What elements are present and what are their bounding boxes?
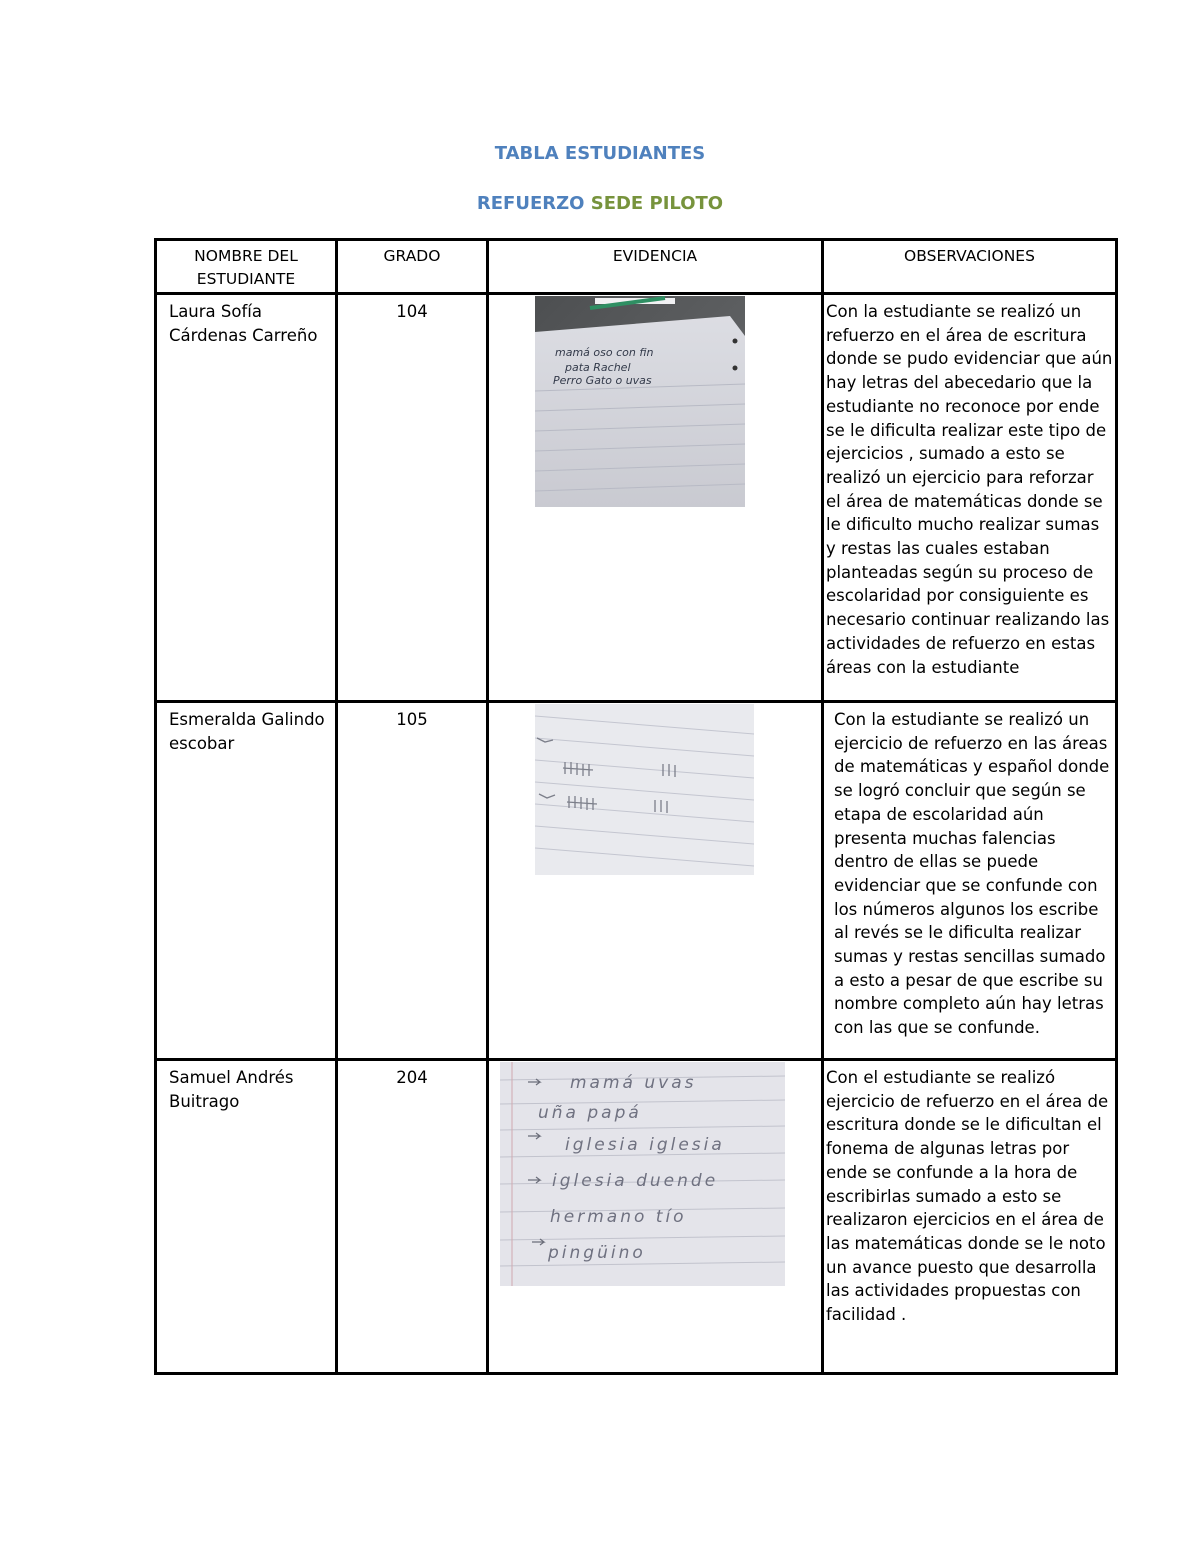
document-subtitle <box>0 193 1200 214</box>
students-table <box>154 238 1118 1375</box>
student-name: Laura Sofía Cárdenas Carreño <box>156 294 337 702</box>
observation-text: Con la estudiante se realizó un refuerzo en el área de escritura donde se pudo evidenciar que aún hay letras del abecedario que la estudiante no reconoce por ende se le dificulta realizar este tipo de ejercicios , sumado a esto se realizó un ejercicio para reforzar el área de matemáticas donde se le dificulto mucho realizar sumas y restas las cuales estaban planteadas según su proceso de escolaridad por consiguiente es necesario continuar realizando las actividades de refuerzo en estas áreas con la estudiante <box>823 294 1117 702</box>
table-row <box>156 1060 1117 1374</box>
document-title: TABLA ESTUDIANTES <box>494 143 706 164</box>
student-grade: 105 <box>337 702 488 1060</box>
table-row <box>156 294 1117 702</box>
handwriting-line: mamá oso con fin <box>555 346 654 359</box>
subtitle-refuerzo: REFUERZO <box>476 193 585 214</box>
student-name: Samuel Andrés Buitrago <box>156 1060 337 1374</box>
evidence-cell <box>488 1060 823 1374</box>
handwriting-line: iglesia duende <box>552 1171 719 1191</box>
handwriting-line: mamá uvas <box>570 1073 697 1093</box>
header-observations: OBSERVACIONES <box>823 240 1117 294</box>
handwriting-line: hermano tío <box>550 1207 687 1227</box>
student-name: Esmeralda Galindo escobar <box>156 702 337 1060</box>
observation-text: Con el estudiante se realizó ejercicio de refuerzo en el área de escritura donde se le dificultan el fonema de algunas letras por ende se confunde a la hora de escribirlas sumado a esto se realizaron ejercicios en el área de las matemáticas donde se le noto un avance puesto que desarrolla las actividades propuestas con facilidad . <box>823 1060 1117 1374</box>
observation-text: Con la estudiante se realizó un ejercicio de refuerzo en las áreas de matemáticas y español donde se logró concluir que según se etapa de escolaridad aún presenta muchas falencias dentro de ellas se puede evidenciar que se confunde con los números algunos los escribe al revés se le dificulta realizar sumas y restas sencillas sumado a esto a pesar de que escribe su nombre completo aún hay letras con las que se confunde. <box>823 702 1117 1060</box>
evidence-photo <box>535 704 754 875</box>
handwriting-line: pingüino <box>548 1243 646 1263</box>
evidence-photo <box>535 296 745 507</box>
handwriting-line: uña papá <box>538 1103 642 1123</box>
handwriting-line: Perro Gato o uvas <box>553 374 652 387</box>
table-row <box>156 702 1117 1060</box>
handwriting-line: iglesia iglesia <box>565 1135 725 1155</box>
student-grade: 104 <box>337 294 488 702</box>
table-header-row <box>156 240 1117 294</box>
subtitle-sede-piloto: SEDE PILOTO <box>590 193 724 214</box>
evidence-cell <box>488 702 823 1060</box>
evidence-photo <box>500 1062 785 1286</box>
header-evidence: EVIDENCIA <box>488 240 823 294</box>
handwriting-line: pata Rachel <box>565 361 631 374</box>
student-grade: 204 <box>337 1060 488 1374</box>
evidence-cell <box>488 294 823 702</box>
header-grade: GRADO <box>337 240 488 294</box>
header-name: NOMBRE DEL ESTUDIANTE <box>156 240 337 294</box>
